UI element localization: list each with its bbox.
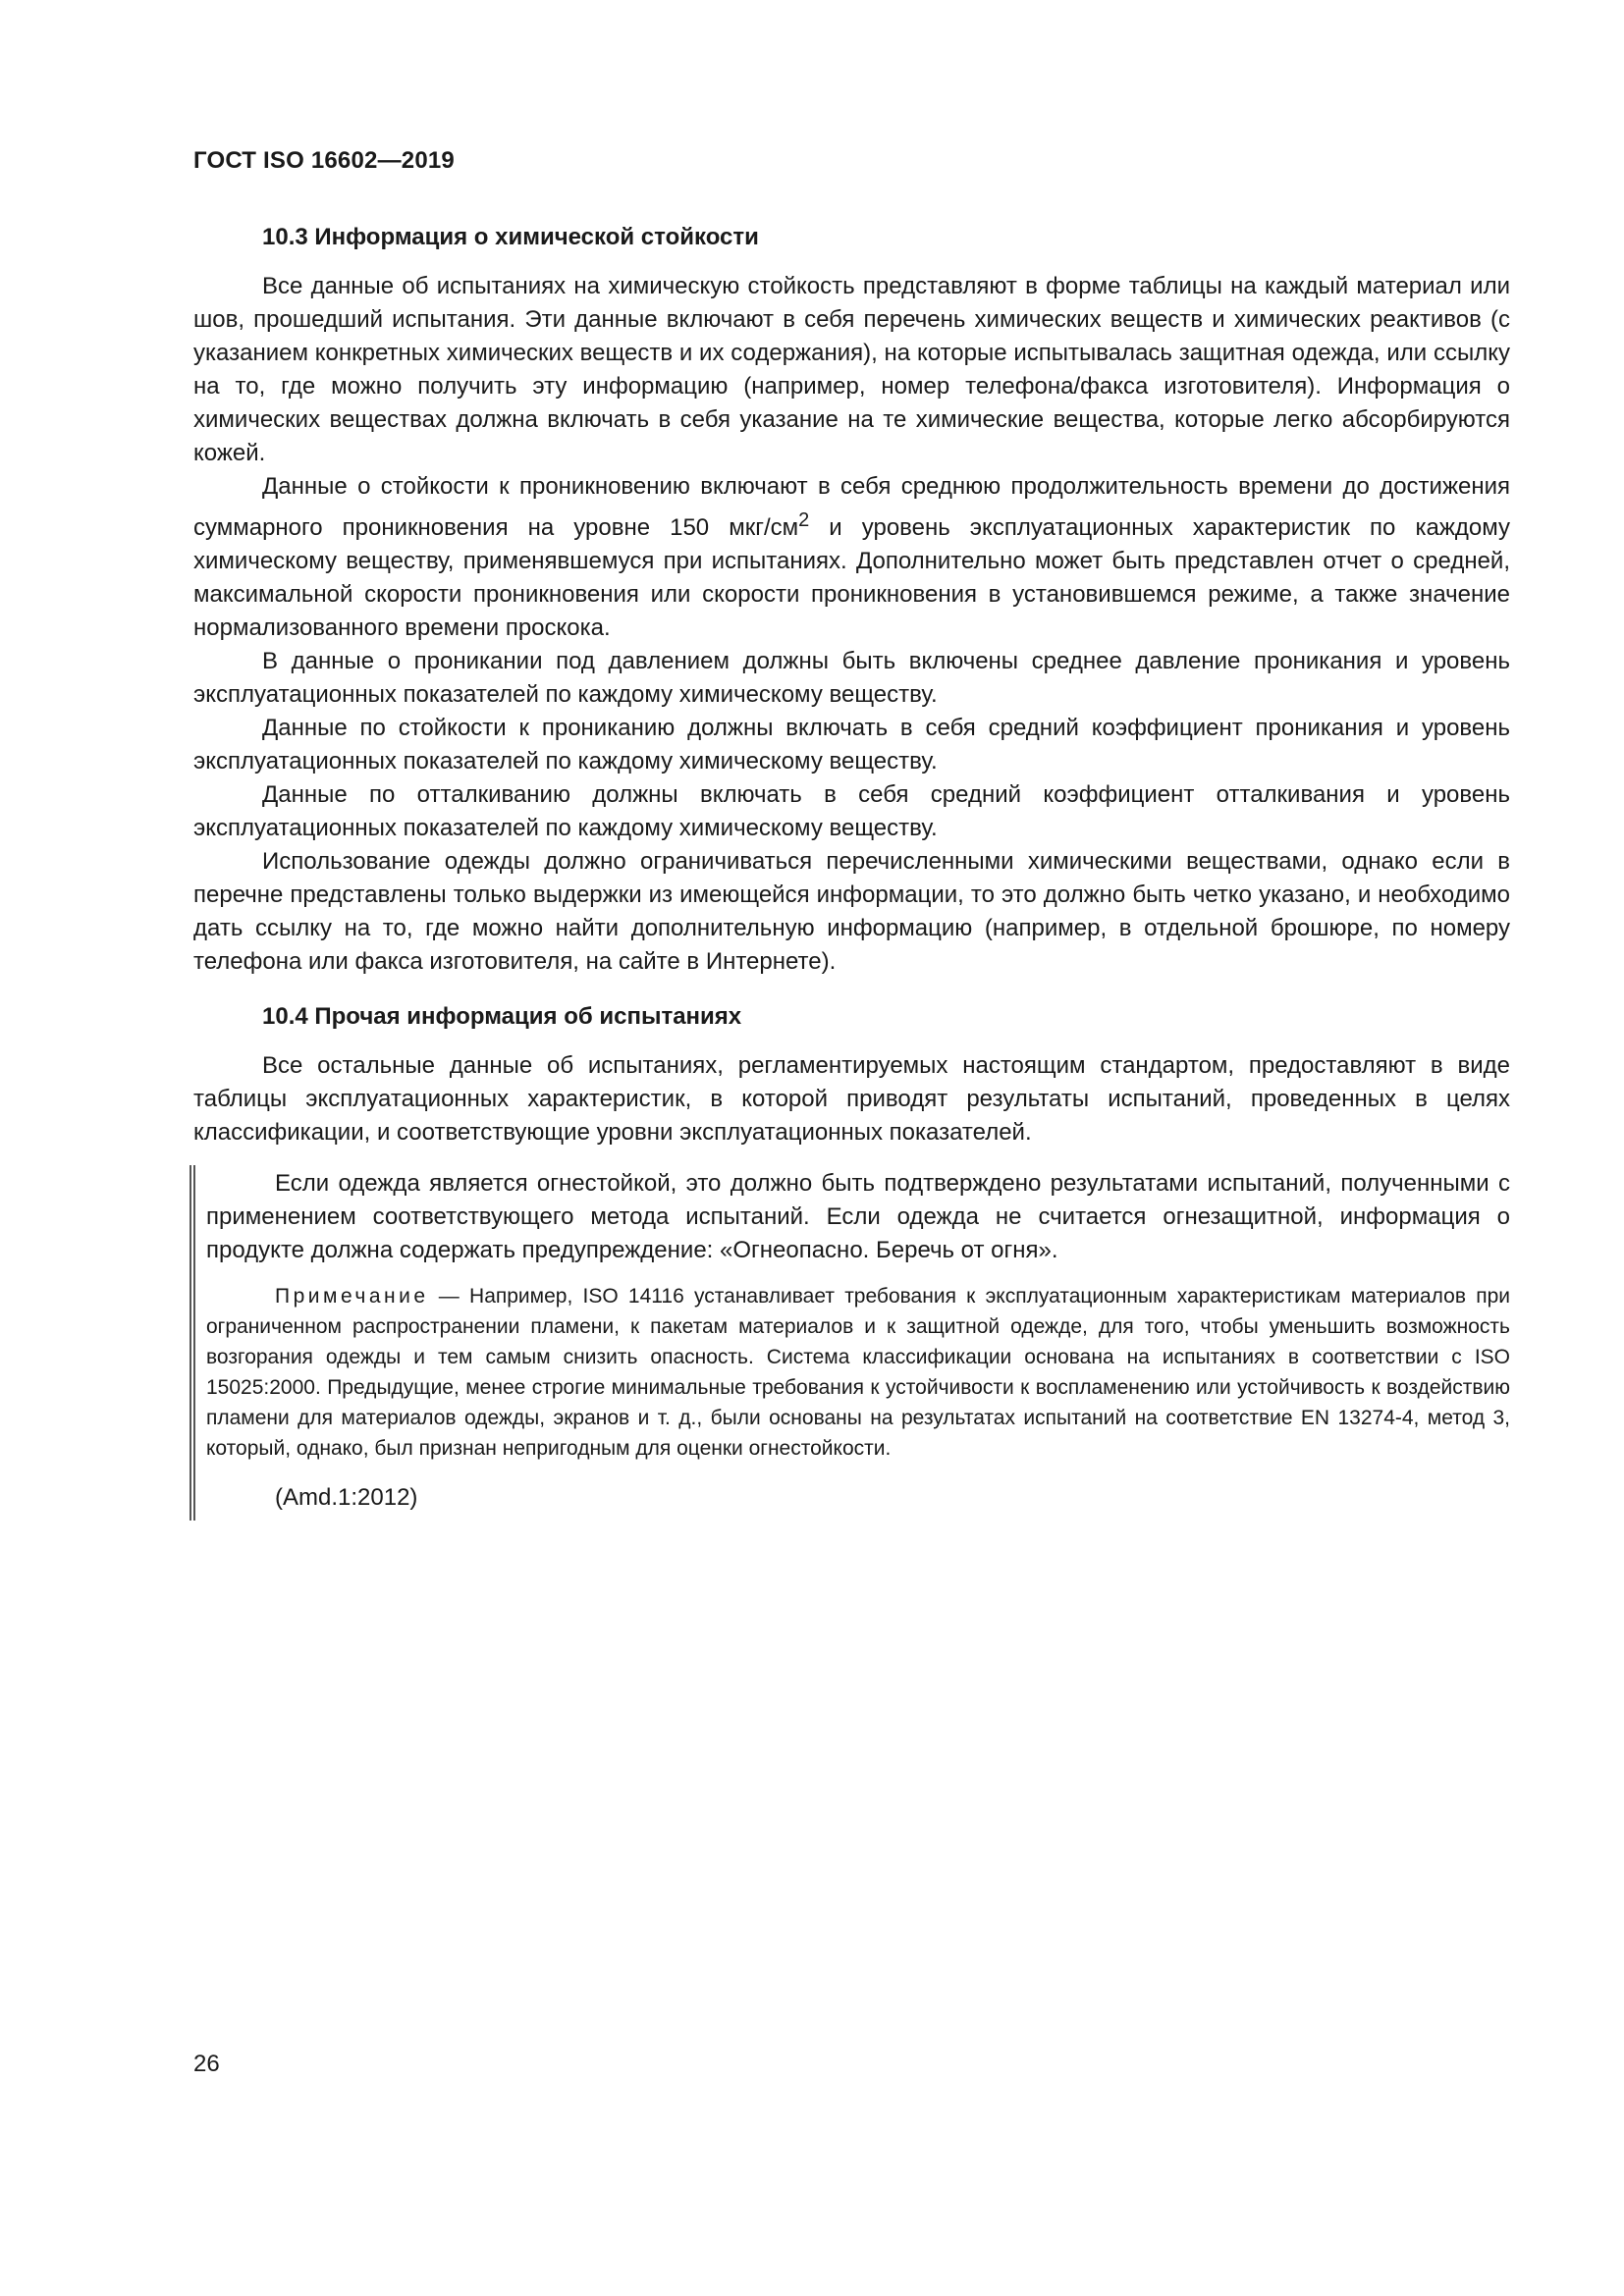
paragraph: Данные по отталкиванию должны включать в себя средний коэффициент отталкивания и уровень эксплуатационных показателей по каждому химическому веществу. [193,781,1510,841]
note-text: — Например, ISO 14116 устанавливает требования к эксплуатационным характеристикам материалов при ограниченном распространении пламени, к пакетам материалов и к защитной одежде, для того, чтобы уменьшить возможность возгорания одежды и тем самым снизить опасность. Система классификации основана на испытаниях в соответствии с ISO 15025:2000. Предыдущие, менее строгие минимальные требования к устойчивости к воспламенению или устойчивость к воздействию пламени для материалов одежды, экранов и т. д., были основаны на результатах испытаний на соответствие EN 13274-4, метод 3, который, однако, был признан непригодным для оценки огнестойкости. [206,1285,1510,1460]
page-number: 26 [193,2051,220,2077]
amendment-marker-bar [189,1165,195,1521]
amendment-paragraph: Если одежда является огнестойкой, это должно быть подтверждено результатами испытаний, полученными с применением соответствующего метода испытаний. Если одежда не считается огнезащитной, информация о продукте должна содержать предупреждение: «Огнеопасно. Беречь от огня». [206,1170,1510,1263]
page-content [193,221,1510,1521]
paragraph: В данные о проникании под давлением должны быть включены среднее давление проникания и уровень эксплуатационных показателей по каждому химическому веществу. [193,648,1510,708]
paragraph: Данные по стойкости к прониканию должны включать в себя средний коэффициент проникания и уровень эксплуатационных показателей по каждому химическому веществу. [193,715,1510,774]
section-10-4-heading: 10.4 Прочая информация об испытаниях [262,1003,742,1030]
superscript: 2 [798,509,810,531]
amendment-reference: (Amd.1:2012) [275,1484,418,1511]
paragraph: Все остальные данные об испытаниях, регламентируемых настоящим стандартом, предоставляют в виде таблицы эксплуатационных характеристик, в которой приводят результаты испытаний, проведенных в целях классификации, и соответствующие уровни эксплуатационных показателей. [193,1052,1510,1146]
section-10-3-heading: 10.3 Информация о химической стойкости [262,224,759,250]
paragraph: Использование одежды должно ограничиваться перечисленными химическими веществами, однако если в перечне представлены только выдержки из имеющейся информации, то это должно быть четко указано, и необходимо дать ссылку на то, где можно найти дополнительную информацию (например, в отдельной брошюре, по номеру телефона или факса изготовителя, на сайте в Интернете). [193,848,1510,975]
paragraph: Все данные об испытаниях на химическую стойкость представляют в форме таблицы на каждый материал или шов, прошедший испытания. Эти данные включают в себя перечень химических веществ и химических реактивов (с указанием конкретных химических веществ и их содержания), на которые испытывалась защитная одежда, или ссылку на то, где можно получить эту информацию (например, номер телефона/факса изготовителя). Информация о химических веществах должна включать в себя указание на те химические вещества, которые легко абсорбируются кожей. [193,273,1510,466]
document-header: ГОСТ ISO 16602—2019 [193,147,455,174]
amendment-block [189,1165,1510,1521]
note [206,1281,1510,1464]
paragraph-text: и уровень эксплуатационных характеристик по каждому химическому веществу, применявшемуся при испытаниях. Дополнительно может быть представлен отчет о средней, максимальной скорости проникновения или скорости проникновения в установившемся режиме, а также значение нормализованного времени проскока. [193,514,1510,641]
permeation-paragraph [193,470,1510,645]
note-label: Примечание [275,1285,429,1308]
paragraph-text: Данные о стойкости к проникновению включают в себя среднюю продолжительность времени до достижения суммарного проникновения на уровне 150 мкг/см [193,473,1510,541]
